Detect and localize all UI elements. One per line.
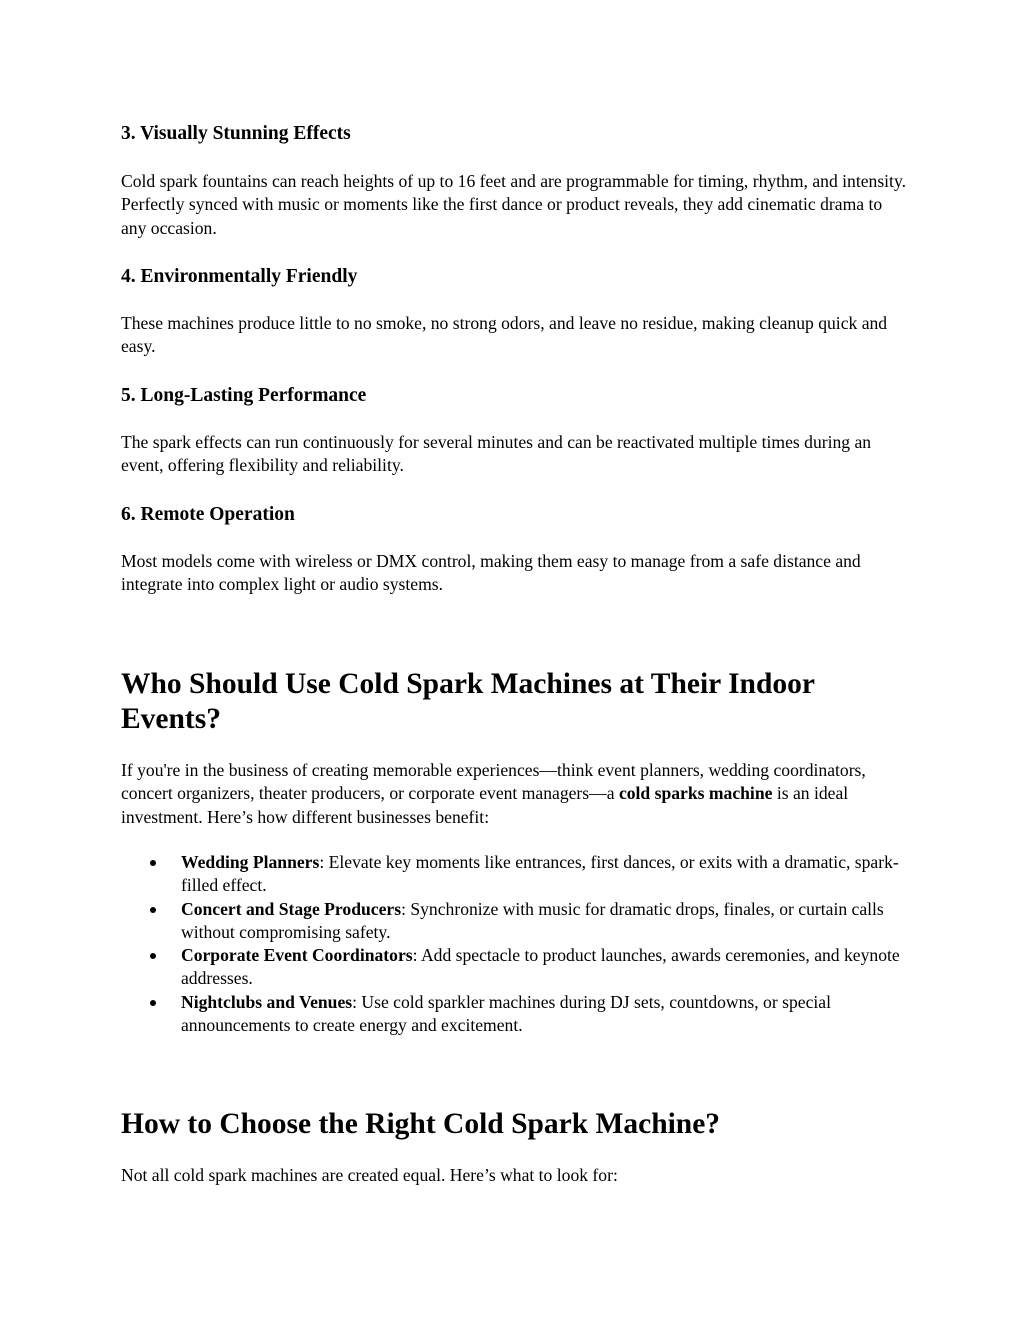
section-body-environmentally-friendly: These machines produce little to no smoke, no strong odors, and leave no residue, making cleanup quick and easy. (121, 313, 888, 357)
bullet-icon (150, 953, 156, 959)
section-body-remote-operation: Most models come with wireless or DMX control, making them easy to manage from a safe distance and integrate into complex light or audio systems. (121, 551, 861, 595)
who-intro-text-after: is an ideal investment. Here’s how different businesses benefit: (121, 783, 849, 827)
heading-who-should-use: Who Should Use Cold Spark Machines at Their Indoor Events? (121, 668, 815, 735)
list-item-term: Wedding Planners (181, 852, 320, 872)
section-body-long-lasting: The spark effects can run continuously for several minutes and can be reactivated multiple times during an event, offering flexibility and reliability. (121, 432, 872, 476)
list-item-term: Corporate Event Coordinators (181, 945, 413, 966)
list-item-text: : Use cold sparkler machines during DJ sets, countdowns, or special announcements to create energy and excitement. (181, 991, 831, 1036)
bullet-icon (150, 860, 156, 866)
who-intro-text-before: If you're in the business of creating memorable experiences—think event planners, wedding coordinators, concert organizers, theater producers, or corporate event managers—a (121, 760, 866, 804)
bullet-icon (150, 1000, 156, 1006)
list-item-term: Concert and Stage Producers (181, 898, 402, 919)
list-item (121, 991, 906, 1038)
who-intro-paragraph (121, 759, 906, 829)
bullet-icon (150, 907, 156, 913)
section-body-visually-stunning: Cold spark fountains can reach heights of up to 16 feet and are programmable for timing, rhythm, and intensity. Perfectly synced with music or moments like the first dance or product reveals, they add cinematic drama to any occasion. (121, 171, 906, 238)
section-heading-visually-stunning: 3. Visually Stunning Effects (121, 123, 351, 144)
list-item-text: : Synchronize with music for dramatic drops, finales, or curtain calls without compromising safety. (181, 898, 884, 942)
list-item (121, 944, 906, 991)
list-item-text: : Add spectacle to product launches, awards ceremonies, and keynote addresses. (181, 945, 900, 989)
list-item (121, 898, 906, 945)
section-heading-remote-operation: 6. Remote Operation (121, 504, 295, 525)
list-item-text: : Elevate key moments like entrances, first dances, or exits with a dramatic, spark-filled effect. (181, 852, 899, 896)
section-heading-environmentally-friendly: 4. Environmentally Friendly (121, 266, 358, 287)
benefit-list (121, 851, 906, 1037)
who-intro-highlight: cold sparks machine (618, 783, 773, 804)
list-item (121, 851, 906, 898)
list-item-term: Nightclubs and Venues (181, 991, 353, 1012)
choose-intro-paragraph: Not all cold spark machines are created equal. Here’s what to look for: (121, 1165, 618, 1185)
heading-how-to-choose: How to Choose the Right Cold Spark Machine? (121, 1108, 721, 1140)
section-heading-long-lasting: 5. Long-Lasting Performance (121, 385, 367, 406)
